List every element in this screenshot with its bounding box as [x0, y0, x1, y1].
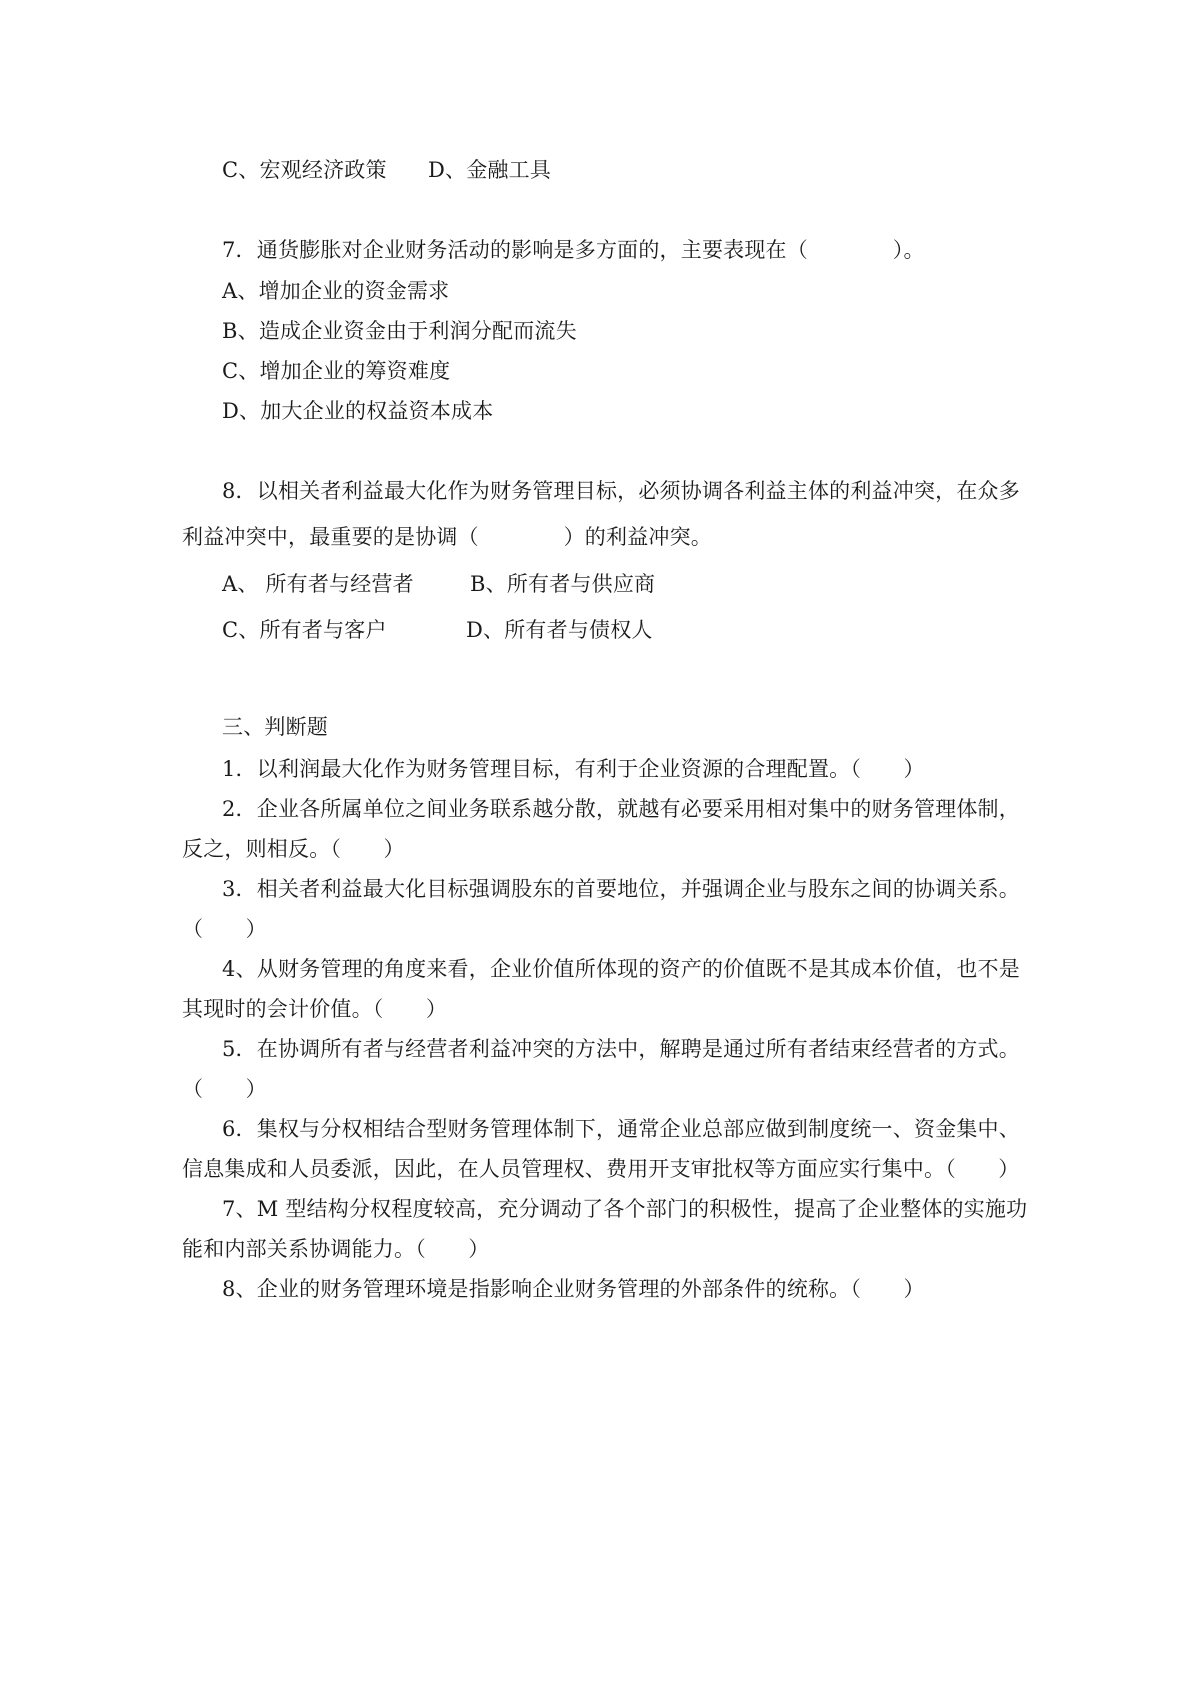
q7-option-c: C、增加企业的筹资难度: [222, 359, 451, 383]
judge-item-2-line2: 反之，则相反。（ ）: [182, 837, 405, 861]
section-title: 三、判断题: [222, 715, 328, 739]
q7-stem: 7．通货膨胀对企业财务活动的影响是多方面的，主要表现在（ ）。: [222, 238, 925, 262]
judge-item-8: 8、企业的财务管理环境是指影响企业财务管理的外部条件的统称。（ ）: [222, 1277, 925, 1301]
judge-item-5-line1: 5．在协调所有者与经营者利益冲突的方法中，解聘是通过所有者结束经营者的方式。: [222, 1037, 1020, 1061]
q7-option-a: A、增加企业的资金需求: [222, 279, 450, 303]
q8-option-b: B、所有者与供应商: [470, 572, 656, 596]
judge-item-7-line2: 能和内部关系协调能力。（ ）: [182, 1237, 490, 1261]
judge-item-7-line1: 7、M 型结构分权程度较高，充分调动了各个部门的积极性，提高了企业整体的实施功: [222, 1197, 1028, 1221]
judge-item-2-line1: 2．企业各所属单位之间业务联系越分散，就越有必要采用相对集中的财务管理体制，: [222, 797, 1020, 821]
q6-option-d: D、金融工具: [428, 158, 552, 182]
q8-stem-line2: 利益冲突中，最重要的是协调（ ）的利益冲突。: [182, 525, 712, 549]
q8-option-d: D、所有者与债权人: [466, 618, 653, 642]
q8-stem-line1: 8．以相关者利益最大化作为财务管理目标，必须协调各利益主体的利益冲突，在众多: [222, 479, 1020, 503]
q8-option-c: C、所有者与客户: [222, 618, 387, 642]
q7-option-d: D、加大企业的权益资本成本: [222, 399, 494, 423]
q7-option-b: B、造成企业资金由于利润分配而流失: [222, 319, 577, 343]
judge-item-5-line2: （ ）: [182, 1077, 267, 1101]
q8-option-a: A、 所有者与经营者: [222, 572, 414, 596]
q6-option-c: C、宏观经济政策: [222, 158, 387, 182]
judge-item-3-line2: （ ）: [182, 917, 267, 941]
judge-item-3-line1: 3．相关者利益最大化目标强调股东的首要地位，并强调企业与股东之间的协调关系。: [222, 877, 1020, 901]
judge-item-1: 1．以利润最大化作为财务管理目标，有利于企业资源的合理配置。（ ）: [222, 757, 925, 781]
judge-item-6-line1: 6．集权与分权相结合型财务管理体制下，通常企业总部应做到制度统一、资金集中、: [222, 1117, 1020, 1141]
judge-item-4-line1: 4、从财务管理的角度来看，企业价值所体现的资产的价值既不是其成本价值，也不是: [222, 957, 1020, 981]
judge-item-4-line2: 其现时的会计价值。（ ）: [182, 997, 448, 1021]
judge-item-6-line2: 信息集成和人员委派，因此，在人员管理权、费用开支审批权等方面应实行集中。（ ）: [182, 1157, 1020, 1181]
